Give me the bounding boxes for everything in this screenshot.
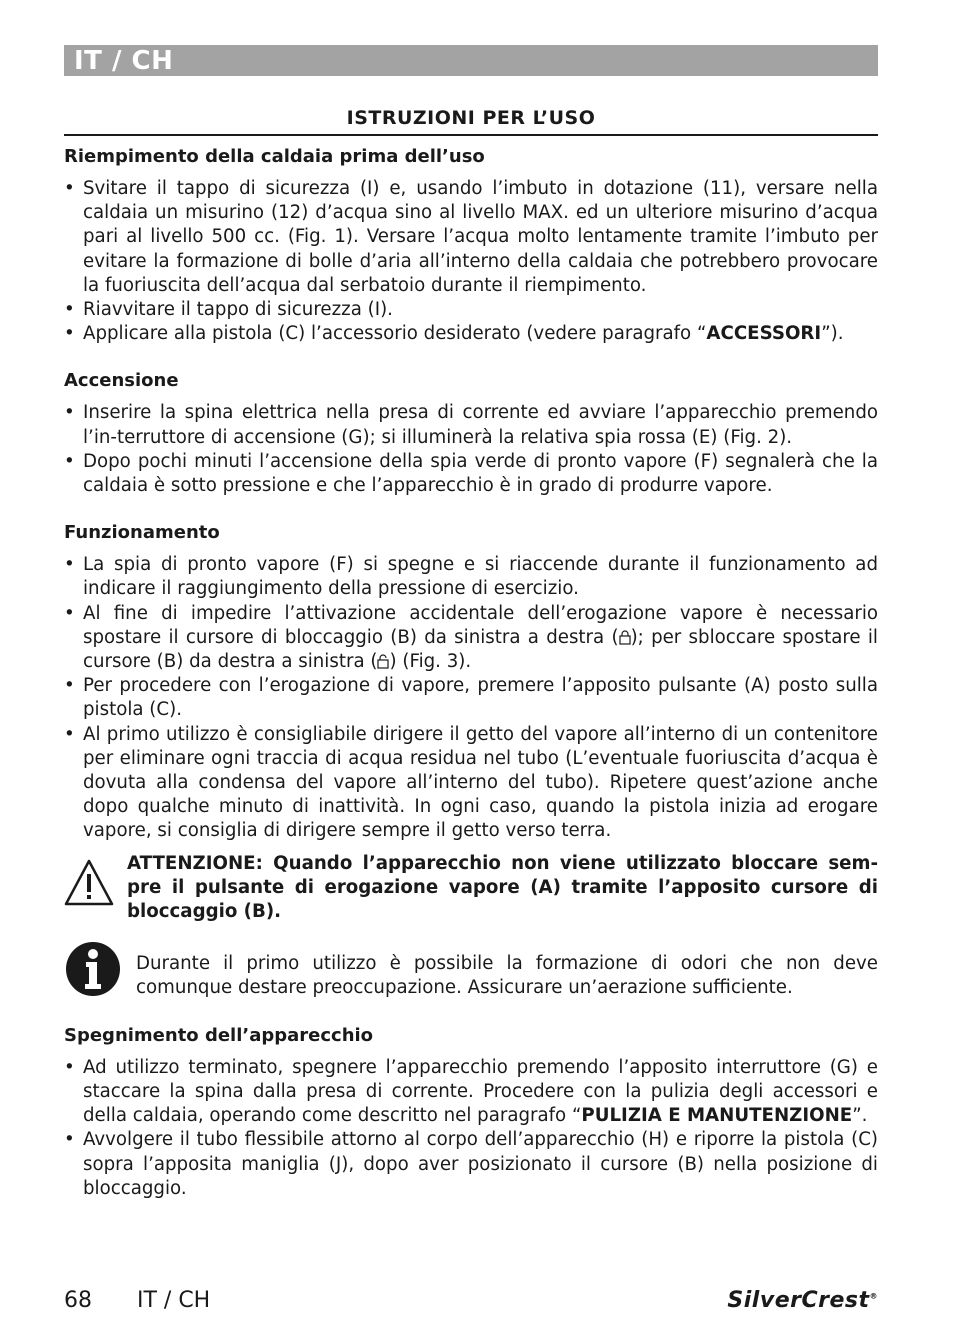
section-title: ISTRUZIONI PER L’USO: [346, 107, 596, 129]
title-rule: [64, 134, 878, 136]
list-item: • Riavvitare il tappo di sicurezza (I).: [64, 298, 878, 322]
info-icon: [64, 940, 122, 998]
footer-left: [64, 1287, 210, 1315]
lock-icon: [619, 630, 631, 645]
warning-text: ATTENZIONE: Quando l’apparecchio non viene utilizzato bloccare sem-pre il pulsante di erogazione vapore (A) tramite l’apposito cursore di bloccaggio (B).: [127, 852, 878, 923]
list-item: • Avvolgere il tubo flessibile attorno al corpo dell’apparecchio (H) e riporre la pistola (C) sopra l’apposita maniglia (J), dopo aver posizionato il cursore (B) nella posizione di bloccaggio.: [64, 1128, 878, 1201]
brand-logo: SilverCrest®: [727, 1288, 878, 1313]
header-language: IT / CH: [74, 46, 174, 76]
page-content: [64, 145, 878, 1201]
unlock-icon: [377, 654, 389, 669]
list-item: • Al fine di impedire l’attivazione accidentale dell’erogazione vapore è necessario spostare il cursore di bloccaggio (B) da sinistra a destra ( ); per sbloccare spostare il cursore (B) da destra a sinistra ( ) (Fig. 3).: [64, 602, 878, 675]
info-text: Durante il primo utilizzo è possibile la formazione di odori che non deve comunque destare preoccupazione. Assicurare un’aerazione sufficiente.: [136, 953, 878, 999]
list-operation: [64, 553, 878, 843]
heading-power-on: Accensione: [64, 370, 179, 392]
footer-language: IT / CH: [137, 1288, 211, 1313]
list-item: • Al primo utilizzo è consigliabile dirigere il getto del vapore all’interno di un contenitore per eliminare ogni traccia di acqua residua nel tubo (L’eventuale fuoriuscita d’acqua è dovuta alla condensa del vapore all’interno del tubo). Ripetere quest’azione anche dopo qualche minuto di inattività. In ogni caso, quando la pistola inizia ad erogare vapore, si consiglia di dirigere sempre il getto verso terra.: [64, 723, 878, 844]
heading-filling: Riempimento della caldaia prima dell’uso: [64, 146, 485, 167]
header-bar: [64, 45, 878, 76]
list-item: • Ad utilizzo terminato, spegnere l’apparecchio premendo l’apposito interruttore (G) e staccare la spina dalla presa di corrente. Procedere con la pulizia degli accessori e della caldaia, operando come descritto nel paragrafo “PULIZIA E MANUTENZIONE”.: [64, 1056, 878, 1129]
list-power-on: [64, 401, 878, 498]
list-item: • Svitare il tappo di sicurezza (I) e, usando l’imbuto in dotazione (11), versare nella caldaia un misurino (12) d’acqua sino al livello MAX. ed un ulteriore misurino d’acqua pari al livello 500 cc. (Fig. 1). Versare l’acqua molto lentamente tramite l’imbuto per evitare la formazione di bolle d’aria all’interno della caldaia che potrebbero provocare la fuoriuscita dell’acqua dal serbatoio durante il riempimento.: [64, 177, 878, 298]
page-number: 68: [64, 1288, 92, 1313]
list-item: • Inserire la spina elettrica nella presa di corrente ed avviare l’apparecchio premendo l’in-terruttore di accensione (G); si illuminerà la relativa spia rossa (E) (Fig. 2).: [64, 401, 878, 449]
list-item: • Per procedere con l’erogazione di vapore, premere l’apposito pulsante (A) posto sulla pistola (C).: [64, 674, 878, 722]
heading-operation: Funzionamento: [64, 522, 220, 544]
info-block: [64, 944, 878, 1000]
list-item: • Applicare alla pistola (C) l’accessorio desiderato (vedere paragrafo “ACCESSORI”).: [64, 322, 878, 346]
list-filling: [64, 177, 878, 346]
list-power-off: [64, 1056, 878, 1201]
warning-block: [64, 852, 878, 925]
list-item: • La spia di pronto vapore (F) si spegne e si riaccende durante il funzionamento ad indicare il raggiungimento della pressione di esercizio.: [64, 553, 878, 601]
heading-power-off: Spegnimento dell’apparecchio: [64, 1024, 374, 1046]
warning-triangle-icon: [64, 858, 114, 908]
list-item: • Dopo pochi minuti l’accensione della spia verde di pronto vapore (F) segnalerà che la caldaia è sotto pressione e che l’apparecchio è in grado di produrre vapore.: [64, 450, 878, 498]
